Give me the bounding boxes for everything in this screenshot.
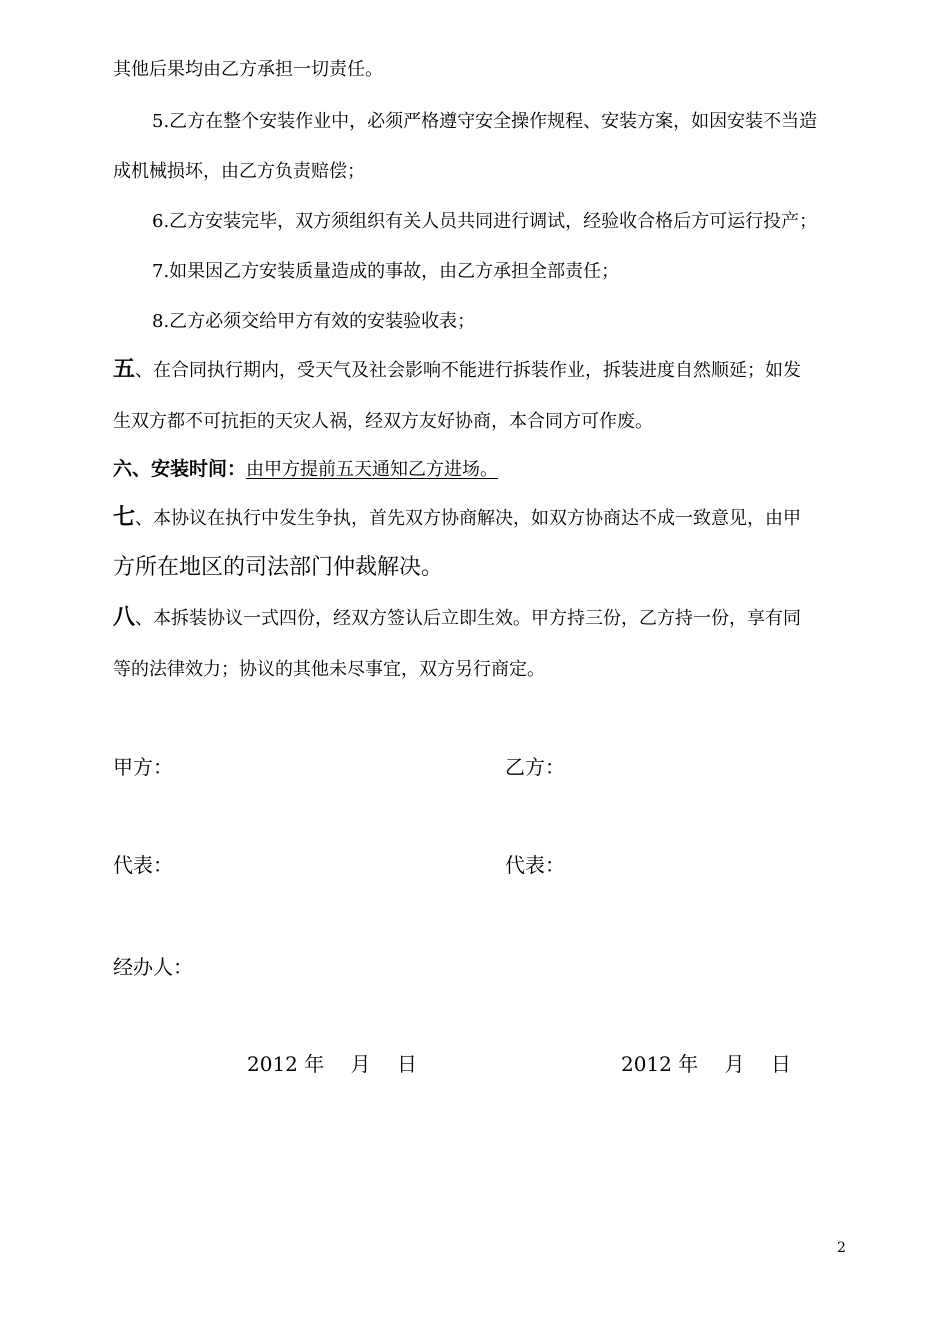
representative-b-label: 代表： <box>505 853 565 877</box>
section-7-text-1: 、本协议在执行中发生争执，首先双方协商解决，如双方协商达不成一致意见，由甲 <box>135 508 802 529</box>
party-a-label: 甲方： <box>113 755 173 779</box>
text-line: 其他后果均由乙方承担一切责任。 <box>113 59 383 80</box>
party-b-label: 乙方： <box>505 755 565 779</box>
section-7-marker: 七 <box>113 504 136 530</box>
section-8-line-2: 等的法律效力；协议的其他未尽事宜，双方另行商定。 <box>113 659 545 680</box>
clause-6: 6.乙方安装完毕，双方须组织有关人员共同进行调试，经验收合格后方可运行投产； <box>152 211 818 232</box>
section-5-line-2: 生双方都不可抗拒的天灾人祸，经双方友好协商，本合同方可作废。 <box>113 411 653 432</box>
handler-label: 经办人： <box>113 955 193 979</box>
section-8-line-1 <box>113 605 801 631</box>
section-7-line-1 <box>113 505 801 531</box>
section-6-value: 由甲方提前五天通知乙方进场。 <box>246 459 499 480</box>
representative-a-label: 代表： <box>113 853 173 877</box>
section-6-line <box>113 457 498 482</box>
section-5-line-1 <box>113 357 801 383</box>
section-8-marker: 八 <box>113 604 136 630</box>
section-6-heading: 六、安装时间： <box>113 458 247 480</box>
clause-5-line-2: 成机械损坏，由乙方负责赔偿； <box>113 161 365 182</box>
section-7-line-2: 方所在地区的司法部门仲裁解决。 <box>113 555 444 580</box>
section-5-marker: 五 <box>113 356 136 382</box>
section-5-text-1: 、在合同执行期内，受天气及社会影响不能进行拆装作业，拆装进度自然顺延；如发 <box>135 360 802 381</box>
clause-5-line-1: 5.乙方在整个安装作业中，必须严格遵守安全操作规程、安装方案，如因安装不当造 <box>152 111 818 132</box>
page-number: 2 <box>837 1240 846 1256</box>
clause-7: 7.如果因乙方安装质量造成的事故，由乙方承担全部责任； <box>152 261 620 282</box>
date-party-a: 2012 年 月 日 <box>247 1052 417 1076</box>
section-8-text-1: 、本拆装协议一式四份，经双方签认后立即生效。甲方持三份，乙方持一份，享有同 <box>135 608 802 629</box>
clause-8: 8.乙方必须交给甲方有效的安装验收表； <box>152 311 476 332</box>
date-party-b: 2012 年 月 日 <box>621 1052 791 1076</box>
